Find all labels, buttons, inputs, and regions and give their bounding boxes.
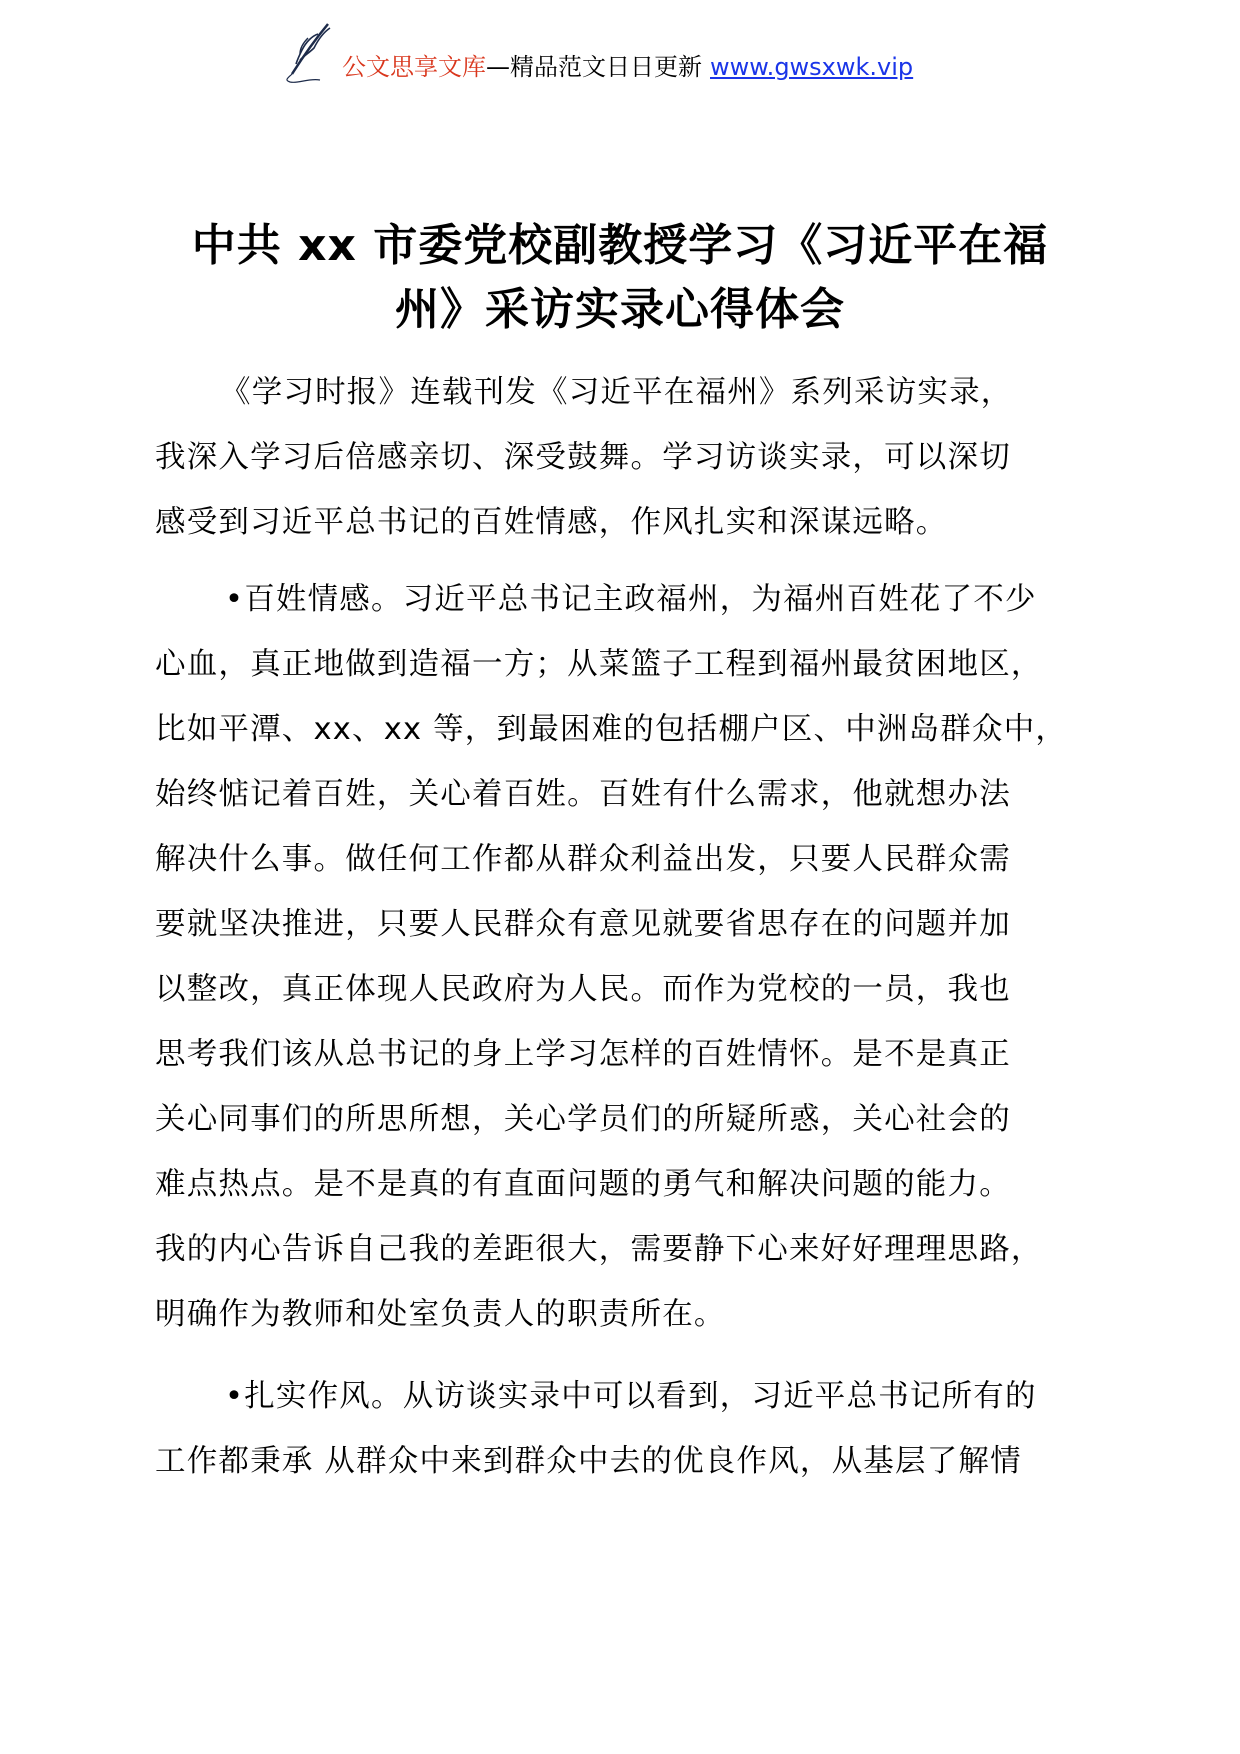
paragraph-line: 感受到习近平总书记的百姓情感，作风扎实和深谋远略。 xyxy=(155,505,948,540)
title-line: 中共 xx 市委党校副教授学习《习近平在福 xyxy=(191,220,1049,271)
paragraph-line: •百姓情感。习近平总书记主政福州，为福州百姓花了不少 xyxy=(225,582,1037,617)
header-text xyxy=(342,52,913,84)
intro-paragraph xyxy=(155,360,1115,555)
paragraph-line: 心血，真正地做到造福一方；从菜篮子工程到福州最贫困地区， xyxy=(155,647,1043,682)
paragraph-line: •扎实作风。从访谈实录中可以看到，习近平总书记所有的 xyxy=(225,1379,1037,1414)
paragraph-line: 要就坚决推进，只要人民群众有意见就要省思存在的问题并加 xyxy=(155,907,1011,942)
website-link[interactable]: www.gwsxwk.vip xyxy=(710,53,914,81)
paragraph-line: 始终惦记着百姓，关心着百姓。百姓有什么需求，他就想办法 xyxy=(155,777,1011,812)
paragraph-line: 工作都秉承 从群众中来到群众中去的优良作风，从基层了解情 xyxy=(155,1444,1022,1479)
quill-pen-icon xyxy=(278,22,338,84)
paragraph-line: 关心同事们的所思所想，关心学员们的所疑所惑，关心社会的 xyxy=(155,1102,1011,1137)
bullet-icon: • xyxy=(225,582,245,617)
bullet-paragraph-solid-style xyxy=(155,1364,1115,1494)
paragraph-line: 解决什么事。做任何工作都从群众利益出发，只要人民群众需 xyxy=(155,842,1011,877)
bullet-paragraph-people-sentiment xyxy=(155,567,1115,1347)
slogan: —精品范文日日更新 xyxy=(486,53,702,81)
brand-name: 公文思享文库 xyxy=(342,53,486,81)
title-line: 州》采访实录心得体会 xyxy=(395,284,845,335)
paragraph-line: 明确作为教师和处室负责人的职责所在。 xyxy=(155,1297,726,1332)
paragraph-line: 难点热点。是不是真的有直面问题的勇气和解决问题的能力。 xyxy=(155,1167,1011,1202)
paragraph-line: 以整改，真正体现人民政府为人民。而作为党校的一员，我也 xyxy=(155,972,1011,1007)
paragraph-line: 我的内心告诉自己我的差距很大，需要静下心来好好理理思路， xyxy=(155,1232,1043,1267)
paragraph-line: 我深入学习后倍感亲切、深受鼓舞。学习访谈实录，可以深切 xyxy=(155,440,1011,475)
document-title xyxy=(0,214,1240,342)
page-header xyxy=(278,14,913,84)
bullet-icon: • xyxy=(225,1379,245,1414)
paragraph-line: 比如平潭、xx、xx 等，到最困难的包括棚户区、中洲岛群众中， xyxy=(155,712,1068,747)
paragraph-line: 思考我们该从总书记的身上学习怎样的百姓情怀。是不是真正 xyxy=(155,1037,1011,1072)
paragraph-line: 《学习时报》连载刊发《习近平在福州》系列采访实录， xyxy=(220,375,1013,410)
